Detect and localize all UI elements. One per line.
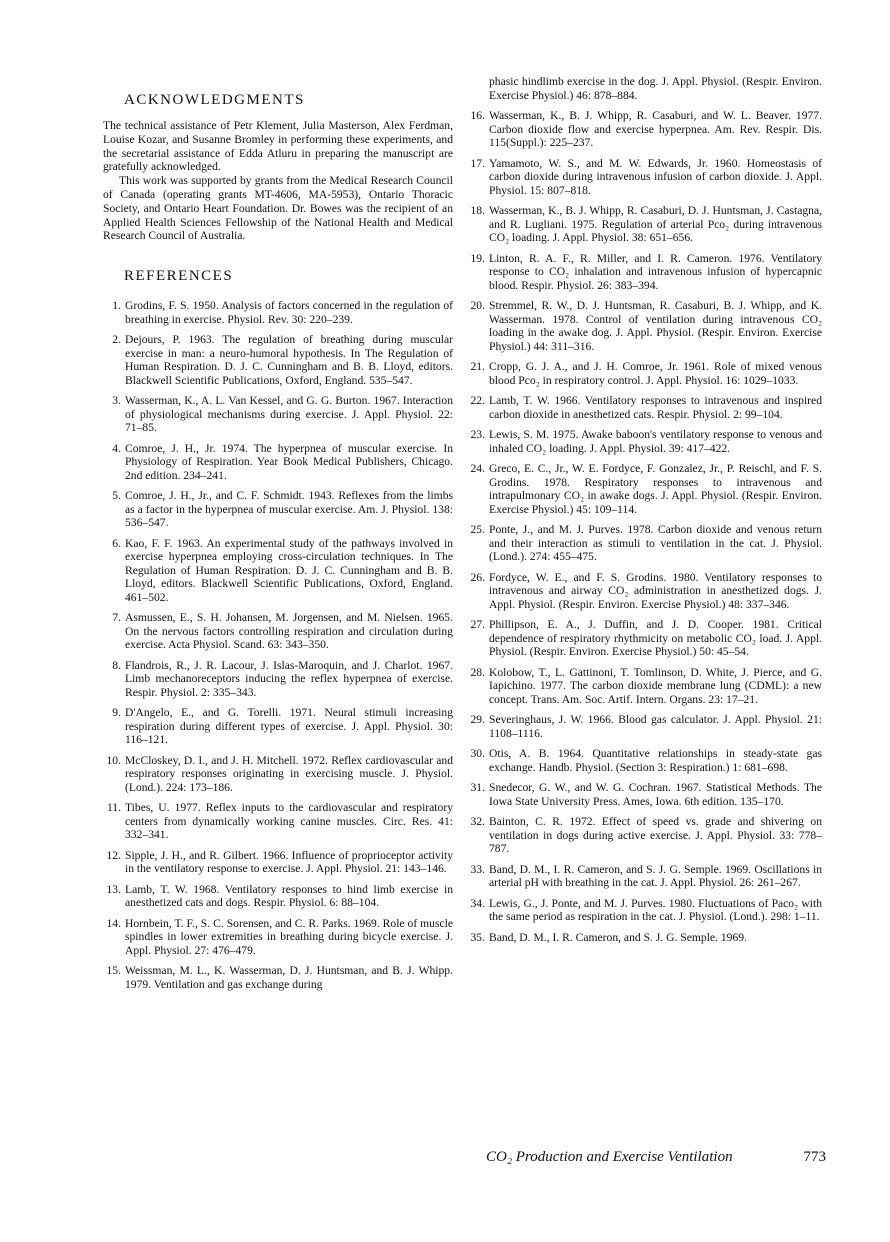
reference-text: Yamamoto, W. S., and M. W. Edwards, Jr. 1960. Homeostasis of carbon dioxide during intravenous infusion of carbon dioxide. J. Appl. Physiol. 15: 807–818. (489, 156, 822, 197)
reference-item (467, 462, 822, 516)
reference-number: 26. (470, 570, 485, 584)
reference-number: 18. (470, 204, 485, 217)
reference-item (467, 109, 822, 150)
reference-number: 22. (470, 394, 485, 407)
right-column (467, 75, 822, 951)
reference-item (467, 815, 822, 856)
reference-text: Lewis, S. M. 1975. Awake baboon's ventilatory response to venous and inhaled CO₂ loading. J. Appl. Physiol. 39: 417–422. (489, 428, 822, 455)
reference-text: Kao, F. F. 1963. An experimental study of the pathways involved in exercise hyperpnea employing cross-circulation techniques. In The Regulation of Human Respiration. D. J. C. Cunningham and B. B. Lloyd, editors. Blackwell Scientific Publications, Oxford, England. 461–502. (125, 536, 453, 604)
acknowledgments-paragraph-2: This work was supported by grants from the Medical Research Council of Canada (operating grants MT-4606, MA-5953), Ontario Thoracic Society, and Ontario Heart Foundation. Dr. Bowes was the recipient of an Applied Health Sciences Fellowship of the National Health and Medical Research Council of Australia. (103, 174, 453, 243)
reference-text: Flandrois, R., J. R. Lacour, J. Islas-Maroquin, and J. Charlot. 1967. Limb mechanoreceptors inducing the reflex hyperpnea of exercise. Respir. Physiol. 2: 335–343. (125, 658, 453, 699)
reference-text: Tibes, U. 1977. Reflex inputs to the cardiovascular and respiratory centers from dynamically working canine muscles. Circ. Res. 41: 332–341. (125, 801, 453, 842)
reference-number: 29. (470, 713, 485, 726)
reference-number: 32. (470, 815, 485, 828)
reference-number: 16. (470, 109, 485, 122)
reference-item (103, 917, 453, 958)
reference-text: Weissman, M. L., K. Wasserman, D. J. Huntsman, and B. J. Whipp. 1979. Ventilation and gas exchange during (125, 964, 453, 991)
reference-item (467, 897, 822, 924)
reference-item (467, 299, 822, 353)
reference-number: 23. (470, 428, 485, 441)
acknowledgments-paragraph-1: The technical assistance of Petr Klement, Julia Masterson, Alex Ferdman, Louise Kozar, and Susanne Bromley in performing these experiments, and the secretarial assistance of Edda Atluru in preparing the manuscript are gratefully acknowledged. (103, 119, 453, 174)
left-column (103, 80, 453, 998)
reference-text: Ponte, J., and M. J. Purves. 1978. Carbon dioxide and venous return and their interaction as stimuli to ventilation in the cat. J. Physiol. (Lond.). 274: 455–475. (489, 523, 822, 563)
reference-text: Wasserman, K., B. J. Whipp, R. Casaburi, D. J. Huntsman, J. Castagna, and R. Lugliani. 1975. Regulation of arterial Pco₂ during intravenous CO₂ loading. J. Appl. Physiol. 38: 651–656. (489, 204, 822, 244)
reference-item (467, 747, 822, 774)
reference-item (103, 706, 453, 747)
reference-number: 11. (106, 801, 121, 815)
reference-item (467, 360, 822, 387)
reference-number: 28. (470, 665, 485, 679)
reference-number: 12. (106, 848, 121, 862)
reference-number: 9. (112, 706, 121, 720)
reference-list-left (103, 299, 453, 991)
running-title: CO₂ Production and Exercise Ventilation (486, 1149, 733, 1165)
reference-item (467, 252, 822, 293)
reference-number: 25. (470, 523, 485, 536)
reference-number: 2. (112, 333, 121, 347)
reference-number: 7. (112, 611, 121, 625)
reference-number: 19. (470, 251, 485, 265)
reference-number: 13. (106, 882, 121, 896)
reference-number: 8. (112, 658, 121, 672)
reference-item (103, 611, 453, 652)
reference-item (467, 428, 822, 455)
reference-text: Asmussen, E., S. H. Johansen, M. Jorgensen, and M. Nielsen. 1965. On the nervous factors controlling respiration and circulation during exercise. Acta Physiol. Scand. 63: 343–350. (125, 611, 453, 652)
reference-number: 31. (470, 781, 485, 794)
reference-item (467, 523, 822, 564)
reference-item (467, 781, 822, 808)
reference-text: Band, D. M., I. R. Cameron, and S. J. G. Semple. 1969. (489, 930, 747, 944)
reference-text: D'Angelo, E., and G. Torelli. 1971. Neural stimuli increasing respiration during different types of exercise. J. Appl. Physiol. 30: 116–121. (125, 706, 453, 747)
acknowledgments-section (103, 92, 453, 243)
reference-item (103, 883, 453, 910)
reference-item (467, 618, 822, 659)
reference-number: 24. (470, 462, 485, 475)
reference-number: 10. (106, 753, 121, 767)
reference-text: Dejours, P. 1963. The regulation of breathing during muscular exercise in man: a neuro-humoral hypothesis. In The Regulation of Human Respiration. D. J. C. Cunningham and B. B. Lloyd, editors. Blackwell Scientific Publications, Oxford, England. 535–547. (125, 333, 453, 387)
reference-text: Fordyce, W. E., and F. S. Grodins. 1980. Ventilatory responses to intravenous and airway CO₂ administration in anesthetized dogs. J. Appl. Physiol. (Respir. Environ. Exercise Physiol.) 48: 337–346. (489, 570, 822, 611)
reference-item (467, 931, 822, 945)
reference-item (467, 713, 822, 740)
reference-text: Sipple, J. H., and R. Gilbert. 1966. Influence of proprioceptor activity in the ventilatory response to exercise. J. Appl. Physiol. 21: 143–146. (125, 848, 453, 876)
reference-item (467, 394, 822, 421)
reference-list-right (467, 109, 822, 944)
reference-text: Lamb, T. W. 1966. Ventilatory responses to intravenous and inspired carbon dioxide in anesthetized cats. Respir. Physiol. 2: 99–104. (489, 394, 822, 421)
reference-text: Stremmel, R. W., D. J. Huntsman, R. Casaburi, B. J. Whipp, and K. Wasserman. 1978. Control of ventilation during intravenous CO₂ loading in the awake dog. J. Appl. Physiol. (Respir. Environ. Exercise Physiol.) 44: 311–316. (489, 299, 822, 353)
reference-number: 1. (112, 299, 121, 313)
reference-text: Hornbein, T. F., S. C. Sorensen, and C. R. Parks. 1969. Role of muscle spindles in lower extremities in breathing during bicycle exercise. J. Appl. Physiol. 27: 476–479. (125, 916, 453, 957)
reference-item (103, 754, 453, 795)
references-heading: REFERENCES (124, 268, 234, 285)
reference-text: Cropp, G. J. A., and J. H. Comroe, Jr. 1961. Role of mixed venous blood Pco₂ in respiratory control. J. Appl. Physiol. 16: 1029–1033. (489, 360, 822, 387)
reference-text: Kolobow, T., L. Gattinoni, T. Tomlinson, D. White, J. Pierce, and G. Iapichino. 1977. The carbon dioxide membrane lung (CDML): a new concept. Trans. Am. Soc. Artif. Intern. Organs. 23: 17–21. (489, 665, 822, 706)
reference-number: 35. (470, 930, 485, 944)
reference-item (103, 489, 453, 530)
reference-text: Snedecor, G. W., and W. G. Cochran. 1967. Statistical Methods. The Iowa State University Press. Ames, Iowa. 6th edition. 135–170. (489, 781, 822, 808)
reference-number: 27. (470, 618, 485, 631)
reference-number: 33. (470, 862, 485, 876)
reference-text: Greco, E. C., Jr., W. E. Fordyce, F. Gonzalez, Jr., P. Reischl, and F. S. Grodins. 1978. Respiratory responses to intravenous and intrapulmonary CO₂ in awake dogs. J. Appl. Physiol. (Respir. Environ. Exercise Physiol.) 45: 109–114. (489, 462, 822, 516)
reference-number: 5. (112, 489, 121, 503)
reference-number: 17. (470, 156, 485, 170)
reference-item (103, 849, 453, 876)
reference-item (103, 801, 453, 842)
reference-text: Linton, R. A. F., R. Miller, and I. R. Cameron. 1976. Ventilatory response to CO₂ inhalation and intravenous infusion of hypercapnic blood. Respir. Physiol. 26: 383–394. (489, 251, 822, 292)
reference-text: McCloskey, D. I., and J. H. Mitchell. 1972. Reflex cardiovascular and respiratory responses originating in exercising muscle. J. Physiol. (Lond.). 224: 173–186. (125, 753, 453, 794)
reference-item (103, 964, 453, 991)
reference-item (103, 659, 453, 700)
reference-item (467, 157, 822, 198)
reference-text: Wasserman, K., A. L. Van Kessel, and G. G. Burton. 1967. Interaction of physiological mechanisms during exercise. J. Appl. Physiol. 22: 71–85. (125, 394, 453, 435)
reference-number: 21. (470, 360, 485, 373)
reference-text: Phillipson, E. A., J. Duffin, and J. D. Cooper. 1981. Critical dependence of respiratory rhythmicity on metabolic CO₂ load. J. Appl. Physiol. (Respir. Environ. Exercise Physiol.) 50: 45–54. (489, 618, 822, 658)
reference-number: 30. (470, 747, 485, 760)
reference-number: 20. (470, 299, 485, 312)
reference-number: 15. (106, 964, 121, 978)
reference-item (467, 666, 822, 707)
reference-item (103, 333, 453, 387)
reference-text: Comroe, J. H., Jr., and C. F. Schmidt. 1943. Reflexes from the limbs as a factor in the hyperpnea of muscular exercise. Am. J. Physiol. 138: 536–547. (125, 489, 453, 530)
page-footer (486, 1149, 826, 1166)
reference-item (103, 537, 453, 605)
reference-item (467, 204, 822, 245)
reference-number: 4. (112, 441, 121, 455)
acknowledgments-heading: ACKNOWLEDGMENTS (124, 92, 305, 108)
reference-text: Lamb, T. W. 1968. Ventilatory responses to hind limb exercise in anesthetized cats and dogs. Respir. Physiol. 6: 88–104. (125, 882, 453, 910)
reference-item (103, 394, 453, 435)
reference-item (467, 571, 822, 612)
reference-item (467, 863, 822, 890)
reference-number: 3. (112, 394, 121, 408)
reference-text: Grodins, F. S. 1950. Analysis of factors concerned in the regulation of breathing in exercise. Physiol. Rev. 30: 220–239. (125, 299, 453, 326)
reference-number: 34. (470, 896, 485, 910)
reference-continuation: phasic hindlimb exercise in the dog. J. Appl. Physiol. (Respir. Environ. Exercise Physiol.) 46: 878–884. (489, 75, 822, 102)
reference-text: Bainton, C. R. 1972. Effect of speed vs. grade and shivering on ventilation in dogs during active exercise. J. Appl. Physiol. 33: 778–787. (489, 815, 822, 855)
reference-text: Lewis, G., J. Ponte, and M. J. Purves. 1980. Fluctuations of Paco₂ with the same period as respiration in the cat. J. Physiol. (Lond.). 298: 1–11. (489, 896, 822, 923)
reference-text: Comroe, J. H., Jr. 1974. The hyperpnea of muscular exercise. In Physiology of Respiration. Year Book Medical Publishers, Chicago. 2nd edition. 234–241. (125, 441, 453, 482)
reference-text: Wasserman, K., B. J. Whipp, R. Casaburi, and W. L. Beaver. 1977. Carbon dioxide flow and exercise hyperpnea. Am. Rev. Respir. Dis. 115(Suppl.): 225–237. (489, 109, 822, 149)
reference-text: Severinghaus, J. W. 1966. Blood gas calculator. J. Appl. Physiol. 21: 1108–1116. (489, 713, 822, 740)
reference-text: Band, D. M., I. R. Cameron, and S. J. G. Semple. 1969. Oscillations in arterial pH with breathing in the cat. J. Appl. Physiol. 26: 261–267. (489, 862, 822, 889)
reference-item (103, 442, 453, 483)
reference-number: 14. (106, 916, 121, 930)
reference-number: 6. (112, 536, 121, 550)
reference-text: Otis, A. B. 1964. Quantitative relationships in steady-state gas exchange. Handb. Physiol. (Section 3: Respiration.) 1: 681–698. (489, 747, 822, 774)
reference-item (103, 299, 453, 326)
page-number: 773 (803, 1149, 826, 1165)
